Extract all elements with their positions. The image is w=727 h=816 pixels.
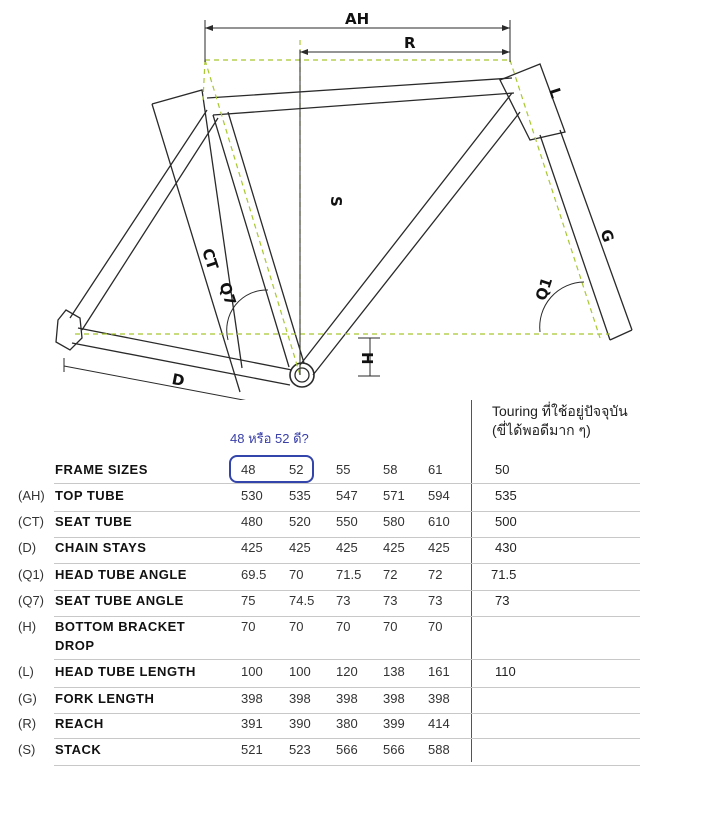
row-separator — [54, 687, 640, 688]
row-value-size-1: 480 — [241, 514, 263, 529]
row-value-size-3: 120 — [336, 664, 358, 679]
row-parameter-name — [55, 538, 215, 557]
row-parameter-name-line1: STACK — [55, 742, 102, 757]
row-value-size-2: 52 — [289, 462, 304, 477]
row-value-size-2: 523 — [289, 742, 311, 757]
row-touring-value: 500 — [495, 514, 517, 529]
row-separator — [54, 659, 640, 660]
label-h: H — [358, 352, 376, 365]
row-abbreviation: (G) — [18, 691, 37, 706]
touring-note — [492, 402, 628, 440]
row-separator — [54, 483, 640, 484]
touring-note-line2: (ขี่ได้พอดีมาก ๆ) — [492, 422, 591, 438]
label-ct: CT — [198, 246, 222, 272]
table-row — [0, 714, 640, 739]
row-value-size-4: 425 — [383, 540, 405, 555]
row-value-size-5: 61 — [428, 462, 443, 477]
row-value-size-4: 571 — [383, 488, 405, 503]
row-value-size-3: 425 — [336, 540, 358, 555]
row-value-size-4: 399 — [383, 716, 405, 731]
row-value-size-4: 566 — [383, 742, 405, 757]
fork — [540, 130, 632, 340]
row-abbreviation: (D) — [18, 540, 37, 555]
row-value-size-4: 70 — [383, 619, 398, 634]
row-touring-value: 110 — [495, 664, 516, 679]
row-value-size-1: 100 — [241, 664, 263, 679]
row-value-size-4: 138 — [383, 664, 405, 679]
table-row — [0, 662, 640, 688]
row-abbreviation: (H) — [18, 619, 37, 634]
row-value-size-5: 610 — [428, 514, 450, 529]
row-parameter-name-line1: SEAT TUBE — [55, 514, 133, 529]
row-separator — [54, 563, 640, 564]
row-parameter-name-line1: HEAD TUBE LENGTH — [55, 664, 196, 679]
row-parameter-name-line1: HEAD TUBE ANGLE — [55, 567, 187, 582]
row-value-size-5: 594 — [428, 488, 450, 503]
row-value-size-1: 398 — [241, 691, 263, 706]
table-row — [0, 689, 640, 714]
table-row — [0, 617, 640, 660]
table-row — [0, 740, 640, 766]
row-parameter-name-line1: BOTTOM BRACKET — [55, 619, 186, 634]
row-value-size-5: 73 — [428, 593, 443, 608]
size-question: 48 หรือ 52 ดี? — [230, 431, 309, 446]
row-value-size-4: 72 — [383, 567, 398, 582]
geometry-dashed-lines — [75, 40, 610, 375]
row-value-size-2: 390 — [289, 716, 311, 731]
row-parameter-name-line1: SEAT TUBE ANGLE — [55, 593, 184, 608]
row-value-size-1: 75 — [241, 593, 256, 608]
row-parameter-name-line1: REACH — [55, 716, 104, 731]
row-value-size-3: 380 — [336, 716, 358, 731]
table-row — [0, 538, 640, 564]
row-value-size-3: 71.5 — [336, 567, 362, 582]
row-abbreviation: (CT) — [18, 514, 44, 529]
row-value-size-5: 425 — [428, 540, 450, 555]
row-value-size-4: 58 — [383, 462, 398, 477]
row-value-size-5: 72 — [428, 567, 443, 582]
row-value-size-3: 547 — [336, 488, 358, 503]
row-value-size-2: 70 — [289, 619, 304, 634]
row-value-size-3: 73 — [336, 593, 351, 608]
table-row — [0, 565, 640, 591]
row-parameter-name — [55, 740, 215, 759]
row-value-size-2: 74.5 — [289, 593, 315, 608]
down-tube — [300, 93, 520, 375]
row-parameter-name — [55, 617, 215, 655]
row-value-size-5: 70 — [428, 619, 443, 634]
row-value-size-1: 48 — [241, 462, 256, 477]
row-separator — [54, 738, 640, 739]
row-parameter-name-line1: FRAME SIZES — [55, 462, 148, 477]
row-value-size-2: 100 — [289, 664, 311, 679]
seat-post — [152, 90, 242, 392]
row-parameter-name — [55, 460, 215, 479]
table-row — [0, 486, 640, 512]
row-value-size-5: 588 — [428, 742, 450, 757]
row-abbreviation: (R) — [18, 716, 37, 731]
row-value-size-1: 70 — [241, 619, 256, 634]
bottom-bracket — [290, 363, 314, 387]
row-value-size-3: 550 — [336, 514, 358, 529]
row-parameter-name-line1: TOP TUBE — [55, 488, 125, 503]
row-value-size-3: 566 — [336, 742, 358, 757]
frame-geometry-diagram — [0, 0, 727, 400]
row-abbreviation: (Q1) — [18, 567, 44, 582]
row-value-size-3: 55 — [336, 462, 351, 477]
row-abbreviation: (L) — [18, 664, 34, 679]
row-value-size-5: 414 — [428, 716, 450, 731]
row-parameter-name — [55, 591, 215, 610]
row-touring-value: 535 — [495, 488, 517, 503]
row-value-size-1: 530 — [241, 488, 263, 503]
label-q7: Q7 — [215, 280, 240, 308]
row-touring-value: 73 — [495, 593, 510, 608]
row-touring-value: 50 — [495, 462, 510, 477]
label-s: S — [327, 196, 345, 207]
row-value-size-2: 425 — [289, 540, 311, 555]
label-d: D — [170, 370, 187, 391]
row-value-size-2: 520 — [289, 514, 311, 529]
row-abbreviation: (AH) — [18, 488, 45, 503]
touring-note-line1: Touring ที่ใช้อยู่ปัจจุบัน — [492, 403, 628, 419]
row-abbreviation: (Q7) — [18, 593, 44, 608]
label-ah: AH — [345, 10, 370, 28]
row-value-size-3: 70 — [336, 619, 351, 634]
row-value-size-5: 161 — [428, 664, 450, 679]
row-separator — [54, 765, 640, 766]
row-parameter-name-line1: CHAIN STAYS — [55, 540, 147, 555]
row-value-size-5: 398 — [428, 691, 450, 706]
top-tube — [207, 78, 514, 115]
row-value-size-4: 398 — [383, 691, 405, 706]
row-parameter-name — [55, 714, 215, 733]
table-row — [0, 591, 640, 617]
row-parameter-name — [55, 662, 215, 681]
row-value-size-2: 398 — [289, 691, 311, 706]
row-touring-value: 430 — [495, 540, 517, 555]
row-parameter-name — [55, 565, 215, 584]
row-value-size-1: 391 — [241, 716, 263, 731]
row-value-size-2: 70 — [289, 567, 304, 582]
label-r: R — [404, 34, 416, 52]
row-parameter-name — [55, 512, 215, 531]
seat-stays — [70, 110, 218, 330]
label-l: L — [545, 85, 566, 101]
row-touring-value: 71.5 — [491, 567, 517, 582]
label-g: G — [596, 227, 618, 245]
row-value-size-1: 69.5 — [241, 567, 267, 582]
row-abbreviation: (S) — [18, 742, 36, 757]
row-value-size-2: 535 — [289, 488, 311, 503]
row-parameter-name-line1: FORK LENGTH — [55, 691, 155, 706]
table-row — [0, 460, 640, 484]
row-parameter-name — [55, 486, 215, 505]
row-parameter-name — [55, 689, 215, 708]
row-parameter-name-line2: DROP — [55, 638, 95, 653]
row-value-size-4: 580 — [383, 514, 405, 529]
label-q1: Q1 — [531, 275, 557, 303]
table-row — [0, 512, 640, 538]
row-value-size-4: 73 — [383, 593, 398, 608]
row-value-size-1: 521 — [241, 742, 263, 757]
row-value-size-1: 425 — [241, 540, 263, 555]
row-value-size-3: 398 — [336, 691, 358, 706]
